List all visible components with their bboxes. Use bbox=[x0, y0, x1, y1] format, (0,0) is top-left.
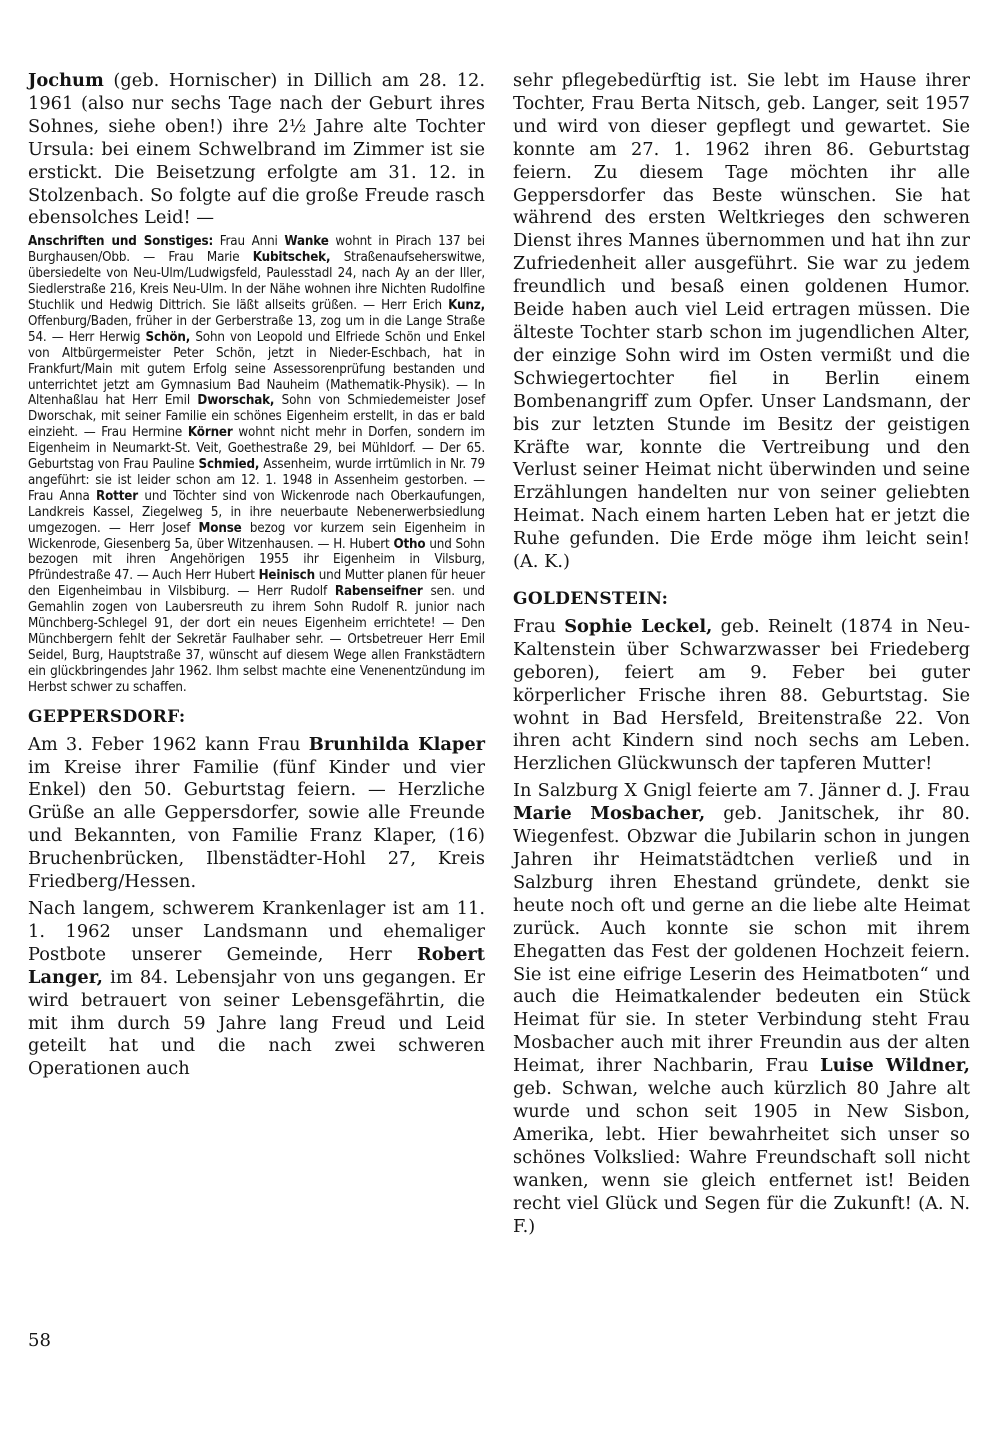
text-run: geb. Janitschek, ihr 80. Wiegenfest. Obzwar die Jubilarin schon in jungen Jahren ihr Heimatstädtchen verließ und in Salzburg ihren Ehestand gründete, denkt sie heute noch oft und gerne an die liebe alte Heimat zurück. Auch konnte sie schon mit ihrem Ehegatten das Fest der goldenen Hochzeit feiern. Sie ist eine eifrige Leserin des Heimatboten“ und auch die Heimatkalender bedeuten ein Stück Heimat für sie. In steter Verbindung steht Frau Mosbacher auch mit ihrer Freundin aus der alten Heimat, ihrer Nachbarin, Frau bbox=[513, 803, 971, 1077]
text-run: sen. und Gemahlin zogen von Laubersreuth zu ihrem Sohn Rudolf R. junior nach Münchberg-Schlegel 91, der dort ein neues Eigenheim errichtete! — Den Münchbergern fehlt der Sekretär Faulhaber sehr. — Ortsbetreuer Herr Emil Seidel, Burg, Hauptstraße 37, wünscht auf diesem Wege allen Frankstädtern ein glückbringendes Jahr 1962. Ihm selbst machte eine Venenentzündung im Herbst schwer zu schaffen. bbox=[28, 584, 485, 695]
text-run: Sohn von Schmiedemeister Josef Dworschak, mit seiner Familie ein schönes Eigenheim erstellt, in das er bald einzieht. — Frau Hermine bbox=[28, 393, 486, 441]
text-run: im 84. Lebensjahr von uns gegangen. Er wird betrauert von seiner Lebensgefährtin, die mit ihm durch 59 Jahre lang Freud und Leid geteilt hat und die nach zwei schweren Operationen auch bbox=[28, 966, 485, 1080]
bold-name: Rabenseifner bbox=[334, 584, 423, 600]
text-run: wohnt nicht mehr in Dorfen, sondern im Eigenheim in Neumarkt-St. Veit, Goethestraße 29, bei Mühldorf. — Der 65. Geburtstag von Frau Pauline bbox=[28, 425, 485, 473]
text-run: und Sohn bezogen mit ihren Angehörigen 1955 ihr Eigenheim in Vilsburg, Pfründestraße 47. — Auch Herr Hubert bbox=[28, 536, 485, 584]
text-run: Offenburg/Baden, früher in der Gerberstraße 13, zog um in die Lange Straße 54. — Herr Herwig bbox=[28, 313, 485, 345]
left-column bbox=[28, 70, 485, 1081]
text-run: und Töchter sind von Wickenrode nach Oberkaufungen, Landkreis Kassel, Ziegelweg 5, in ihre neuerbaute Nebenerwerbsiedlung umgezogen. — Herr Josef bbox=[28, 488, 485, 536]
bold-name: Schmied, bbox=[198, 457, 260, 473]
article-paragraph bbox=[513, 780, 970, 1238]
article-paragraph bbox=[513, 70, 970, 574]
page-number: 58 bbox=[28, 1330, 51, 1351]
addresses-paragraph bbox=[28, 234, 485, 695]
text-run: Frau bbox=[513, 615, 565, 637]
bold-name: Jochum bbox=[28, 70, 104, 91]
bold-name: Anschriften und Sonstiges: bbox=[28, 234, 214, 250]
text-run: Sohn von Leopold und Elfriede Schön und Enkel von Altbürgermeister Peter Schön, jetzt in Nieder-Eschbach, hat in Frankfurt/Main mit gutem Erfolg seine Assessorenprüfung bestanden und unterrichtet jetzt am Gymnasium Bad Nauheim (Mathematik-Physik). — In Altenhaßlau hat Herr Emil bbox=[28, 329, 485, 409]
text-run: geb. Schwan, welche auch kürzlich 80 Jahre alt wurde und schon seit 1905 in New Sisbon, Amerika, lebt. Hier bewahrheitet sich unser so schönes Volkslied: Wahre Freundschaft soll nicht wanken, wenn sie gleich entfernet ist! Beiden recht viel Glück und Segen für die Zukunft! (A. N. F.) bbox=[513, 1078, 970, 1237]
text-run: Nach langem, schwerem Krankenlager ist am 11. 1. 1962 unser Landsmann und ehemaliger Postbote unserer Gemeinde, Herr bbox=[28, 897, 485, 965]
bold-name: Kubitschek, bbox=[252, 250, 331, 266]
article-paragraph bbox=[28, 898, 485, 1081]
bold-name: Körner bbox=[187, 425, 233, 441]
article-paragraph bbox=[28, 734, 485, 894]
bold-name: Robert Langer, bbox=[28, 943, 485, 988]
text-run: Straßenaufseherswitwe, übersiedelte von Neu-Ulm/Ludwigsfeld, Paulesstadl 24, nach Ay an der Iller, Siedlerstraße 216, Kreis Neu-Ulm. In der Nähe wohnen ihre Nichten Rudolfine Stuchlik und Hedwig Dittrich. Sie läßt allseits grüßen. — Herr Erich bbox=[28, 250, 485, 313]
bold-name: Heinisch bbox=[258, 568, 315, 584]
bold-name: Wanke bbox=[284, 234, 329, 250]
text-run: geb. Reinelt (1874 in Neu-Kaltenstein über Schwarzwasser bei Friedeberg geboren), feiert am 9. Feber bei guter körperlicher Frische ihren 88. Geburtstag. Sie wohnt in Bad Hersfeld, Breitenstraße 22. Von ihren acht Kindern sind noch sechs am Leben. Herzlichen Glückwunsch der tapferen Mutter! bbox=[513, 615, 971, 775]
section-heading-geppersdorf: GEPPERSDORF: bbox=[28, 706, 186, 727]
bold-name: Sophie Leckel, bbox=[564, 615, 713, 637]
text-run: Assenheim, wurde irrtümlich in Nr. 79 angeführt: sie ist leider schon am 12. 1. 1948 in Assenheim gestorben. — Frau Anna bbox=[28, 457, 485, 504]
text-run: sehr pflegebedürftig ist. Sie lebt im Hause ihrer Tochter, Frau Berta Nitsch, geb. Langer, seit 1957 und wird von dieser gepflegt und gewartet. Sie konnte am 27. 1. 1962 ihren 86. Geburtstag feiern. Zu diesem Tage möchten ihr alle Geppersdorfer das Beste wünschen. Sie hat während des ersten Weltkrieges den schweren Dienst ihres Mannes übernommen und hat ihn zur Zufriedenheit aller ausgeführt. Sie war zu jedem freundlich und besaß einen goldenen Humor. Beide haben auch viel Leid ertragen müssen. Die älteste Tochter starb schon im jugendlichen Alter, der einzige Sohn wird im Osten vermißt und die Schwiegertochter fiel in Berlin einem Bombenangriff zum Opfer. Unser Landsmann, der bis zur letzten Stunde im Besitz der geistigen Kräfte war, konnte die Vertreibung und den Verlust seiner Heimat nicht überwinden und seine Erzählungen handelten nur von seiner geliebten Heimat. Nach einem harten Leben hat er jetzt die Ruhe gefunden. Die Erde möge ihm leicht sein! (A. K.) bbox=[513, 70, 970, 573]
text-run: wohnt in Pirach 137 bei Burghausen/Obb. — Frau Marie bbox=[28, 234, 485, 266]
bold-name: Kunz, bbox=[448, 297, 485, 313]
text-run: In Salzburg X Gnigl feierte am 7. Jänner d. J. Frau bbox=[513, 780, 970, 802]
article-paragraph bbox=[28, 70, 485, 230]
right-column bbox=[513, 70, 970, 1238]
bold-name: Luise Wildner, bbox=[820, 1055, 971, 1077]
text-run: im Kreise ihrer Familie (fünf Kinder und vier Enkel) den 50. Geburtstag feiern. — Herzliche Grüße an alle Geppersdorfer, sowie alle Freunde und Bekannten, von Familie Franz Klaper, (16) Bruchenbrücken, Ilbenstädter-Hohl 27, Kreis Friedberg/Hessen. bbox=[28, 756, 485, 893]
text-run: Frau Anni bbox=[213, 234, 285, 250]
article-paragraph bbox=[513, 616, 970, 776]
text-run: und Mutter planen für heuer den Eigenheimbau in Vilsbiburg. — Herr Rudolf bbox=[28, 568, 485, 600]
bold-name: Rotter bbox=[96, 488, 139, 504]
text-run: (geb. Hornischer) in Dillich am 28. 12. 1961 (also nur sechs Tage nach der Geburt ihres Sohnes, siehe oben!) ihre 2½ Jahre alte Tochter Ursula: bei einem Schwelbrand im Zimmer ist sie erstickt. Die Beisetzung erfolgte am 31. 12. in Stolzenbach. So folgte auf die große Freude rasch ebensolches Leid! — bbox=[28, 70, 485, 229]
bold-name: Schön, bbox=[145, 329, 191, 345]
section-heading-goldenstein: GOLDENSTEIN: bbox=[513, 588, 669, 609]
bold-name: Brunhilda Klaper bbox=[308, 733, 486, 755]
text-run: bezog vor kurzem sein Eigenheim in Wickenrode, Giesenberg 5a, über Witzenhausen. — H. Hubert bbox=[28, 520, 486, 552]
bold-name: Monse bbox=[198, 520, 242, 536]
bold-name: Otho bbox=[393, 536, 426, 552]
text-run: Am 3. Feber 1962 kann Frau bbox=[28, 733, 309, 755]
bold-name: Marie Mosbacher, bbox=[513, 803, 706, 825]
bold-name: Dworschak, bbox=[197, 393, 275, 409]
